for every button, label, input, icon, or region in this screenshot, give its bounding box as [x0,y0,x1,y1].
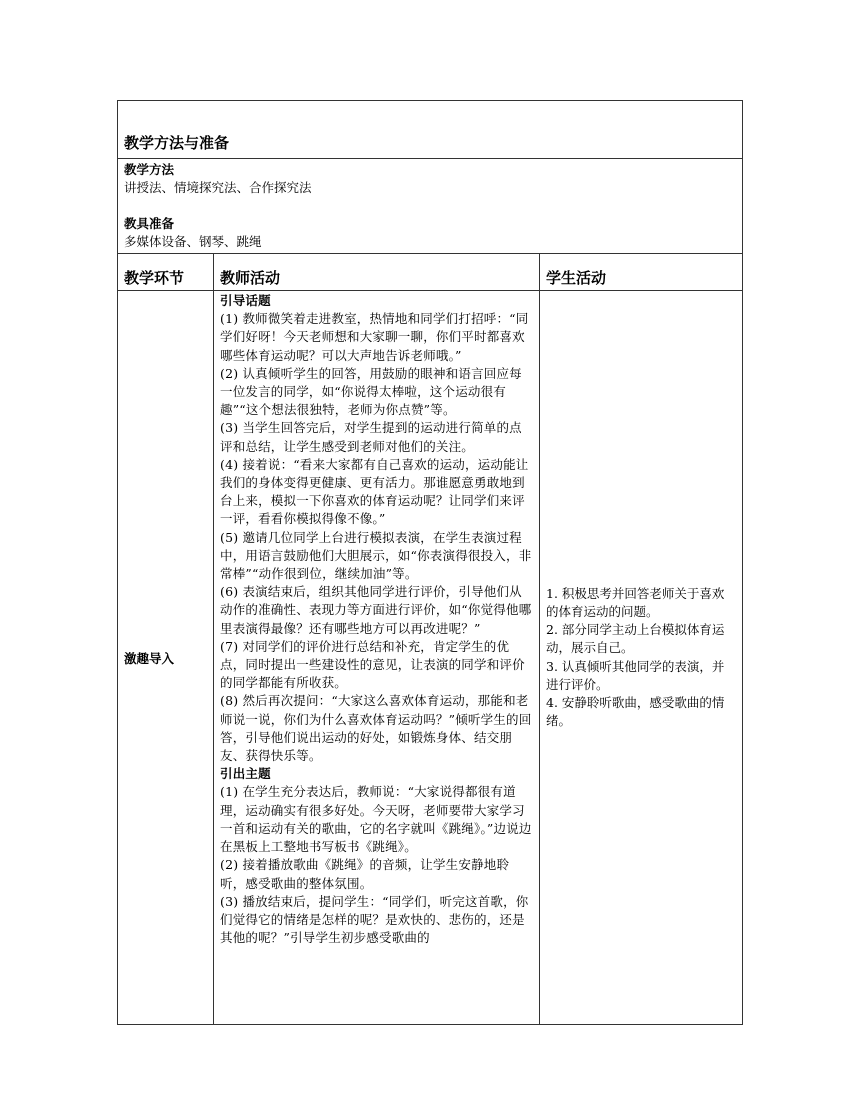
spacer [124,197,736,215]
column-header-stage: 教学环节 [118,254,214,291]
teacher-step: (8) 然后再次提问：“大家这么喜欢体育运动，那能和老师说一说，你们为什么喜欢体育运动吗？”倾听学生的回答，引导他们说出运动的好处，如锻炼身体、结交朋友、获得快乐等。 [220,693,532,764]
tools-label: 教具准备 [124,216,175,231]
section-title: 教学方法与准备 [118,101,743,159]
student-step: 3. 认真倾听其他同学的表演，并进行评价。 [546,658,725,692]
teacher-step: (5) 邀请几位同学上台进行模拟表演，在学生表演过程中，用语言鼓励他们大胆展示，如“你表演得很投入，非常棒”“动作很到位，继续加油”等。 [220,529,532,582]
stage-cell: 激趣导入 [118,291,214,1025]
tools-text: 多媒体设备、钢琴、跳绳 [124,234,262,249]
teacher-step: (1) 教师微笑着走进教室，热情地和同学们打招呼：“同学们好呀！今天老师想和大家聊一聊，你们平时都喜欢哪些体育运动呢？可以大声地告诉老师哦。” [220,311,529,363]
subsection-heading: 引出主题 [220,766,271,782]
teacher-activity-cell [214,291,540,1025]
teacher-step: (7) 对同学们的评价进行总结和补充，肯定学生的优点，同时提出一些建设性的意见，让表演的同学和评价的同学都能有所收获。 [220,638,525,691]
column-header-row [118,254,743,291]
teacher-step: (2) 认真倾听学生的回答，用鼓励的眼神和语言回应每一位发言的同学，如“你说得太棒啦，这个运动很有趣”“这个想法很独特，老师为你点赞”等。 [220,365,522,418]
method-text: 讲授法、情境探究法、合作探究法 [124,180,312,195]
prep-cell [118,159,743,254]
student-activity-cell [540,291,743,1025]
table-row [118,291,743,1025]
lesson-plan-page [117,100,742,1025]
teacher-step: (3) 当学生回答完后，对学生提到的运动进行简单的点评和总结，让学生感受到老师对他们的关注。 [220,420,522,454]
lesson-plan-table [117,100,743,1025]
column-header-student: 学生活动 [540,254,743,291]
method-label: 教学方法 [124,162,175,177]
teacher-step: (2) 接着播放歌曲《跳绳》的音频，让学生安静地聆听，感受歌曲的整体氛围。 [220,857,510,891]
teacher-step: (6) 表演结束后，组织其他同学进行评价，引导他们从动作的准确性、表现力等方面进行评价，如“你觉得他哪里表演得最像？还有哪些地方可以再改进呢？” [220,584,532,636]
teacher-step: (3) 播放结束后，提问学生：“同学们，听完这首歌，你们觉得它的情绪是怎样的呢？是欢快的、悲伤的，还是其他的呢？”引导学生初步感受歌曲的 [220,893,529,946]
column-header-teacher: 教师活动 [214,254,540,291]
prep-row [118,159,743,254]
teacher-step: (4) 接着说：“看来大家都有自己喜欢的运动，运动能让我们的身体变得更健康、更有活力。那谁愿意勇敢地到台上来，模拟一下你喜欢的体育运动呢？让同学们来评一评，看看你模拟得像不像。” [220,456,529,527]
student-step: 1. 积极思考并回答老师关于喜欢的体育运动的问题。 [546,585,725,619]
teacher-step: (1) 在学生充分表达后，教师说：“大家说得都很有道理，运动确实有很多好处。今天呀，老师要带大家学习一首和运动有关的歌曲，它的名字就叫《跳绳》。”边说边在黑板上工整地书写板书《跳绳》。 [220,784,532,855]
student-step: 2. 部分同学主动上台模拟体育运动，展示自己。 [546,622,725,656]
section-title-row [118,101,743,159]
student-step: 4. 安静聆听歌曲，感受歌曲的情绪。 [546,694,725,729]
subsection-heading: 引导话题 [220,293,271,308]
